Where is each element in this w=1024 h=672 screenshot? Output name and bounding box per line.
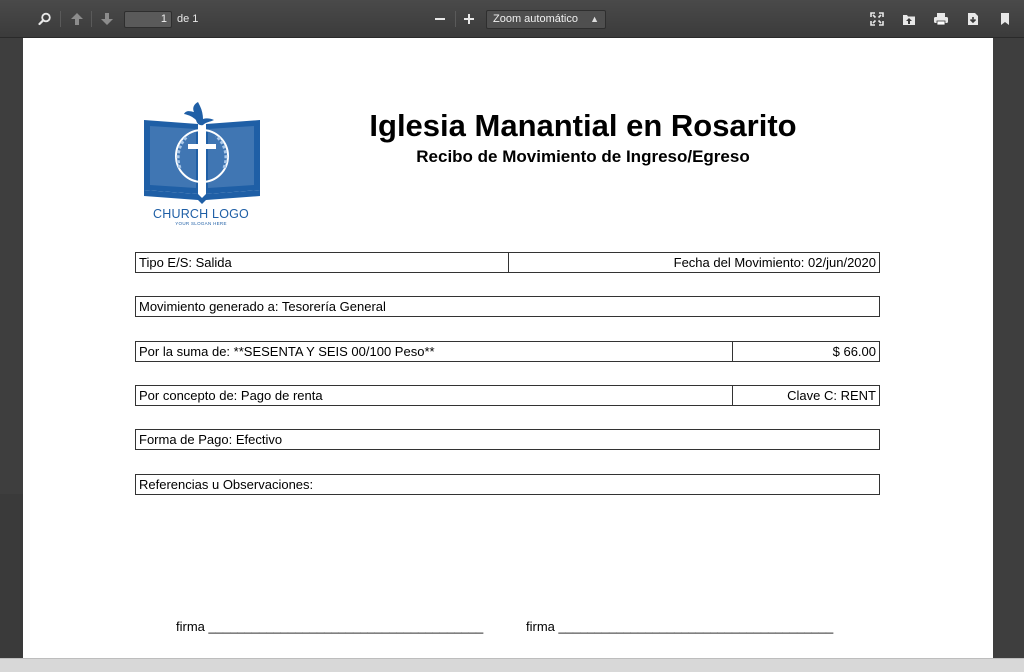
arrow-down-icon[interactable]	[96, 9, 118, 29]
signature-line-2: firma ______________________________________	[526, 619, 834, 634]
search-icon[interactable]	[34, 9, 56, 29]
download-icon[interactable]	[962, 9, 984, 29]
pdf-toolbar	[0, 0, 1024, 38]
document-title: Iglesia Manantial en Rosarito	[369, 108, 797, 143]
zoom-select-value: Zoom automático	[493, 13, 578, 25]
row-suma	[135, 341, 880, 362]
referencias-field: Referencias u Observaciones:	[139, 477, 314, 492]
bookmark-icon[interactable]	[994, 9, 1016, 29]
row-generado	[135, 296, 880, 317]
row-forma-pago	[135, 429, 880, 450]
viewer-scrollbar[interactable]	[993, 38, 1024, 658]
signature-line-1: firma ______________________________________	[176, 619, 484, 634]
chevron-updown-icon: ▲︎	[590, 14, 599, 24]
zoom-out-icon[interactable]	[429, 9, 451, 29]
clave-field: Clave C: RENT	[787, 388, 876, 403]
concepto-field: Por concepto de: Pago de renta	[139, 388, 323, 403]
fullscreen-icon[interactable]	[866, 9, 888, 29]
toolbar-separator	[60, 11, 61, 27]
toolbar-separator	[455, 11, 456, 27]
row-tipo-fecha	[135, 252, 880, 273]
open-file-icon[interactable]	[898, 9, 920, 29]
toolbar-separator	[91, 11, 92, 27]
suma-field: Por la suma de: **SESENTA Y SEIS 00/100 Peso**	[139, 344, 435, 359]
row-referencias	[135, 474, 880, 495]
print-icon[interactable]	[930, 9, 952, 29]
document-subtitle: Recibo de Movimiento de Ingreso/Egreso	[416, 147, 750, 166]
arrow-up-icon[interactable]	[66, 9, 88, 29]
generado-field: Movimiento generado a: Tesorería General	[139, 299, 386, 314]
monto-field: $ 66.00	[832, 344, 876, 359]
tipo-field: Tipo E/S: Salida	[139, 255, 232, 270]
horizontal-scrollbar[interactable]	[0, 658, 1024, 672]
logo-text: CHURCH LOGO	[153, 207, 249, 221]
fecha-field: Fecha del Movimiento: 02/jun/2020	[673, 255, 876, 270]
forma-pago-field: Forma de Pago: Efectivo	[139, 432, 283, 447]
row-concepto	[135, 385, 880, 406]
zoom-select[interactable]	[486, 10, 606, 29]
page-number-input[interactable]: 1	[124, 11, 172, 28]
page-count-label: de 1	[177, 13, 199, 25]
zoom-in-icon[interactable]	[458, 9, 480, 29]
viewer-left-gutter	[0, 38, 23, 494]
logo-slogan: YOUR SLOGAN HERE	[175, 221, 227, 226]
